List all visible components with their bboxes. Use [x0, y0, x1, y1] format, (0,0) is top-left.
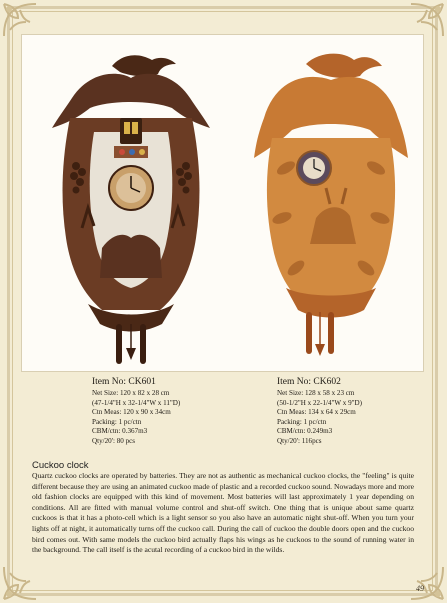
ornament-corner-icon — [0, 563, 40, 603]
item-number: Item No: CK601 — [92, 377, 156, 387]
spec-line: (50-1/2"H x 22-1/4"W x 9"D) — [277, 398, 363, 407]
section-heading: Cuckoo clock — [32, 460, 89, 471]
cuckoo-clock-ck602-image — [246, 48, 416, 368]
spec-line: (47-1/4"H x 32-1/4"W x 11"D) — [92, 398, 181, 407]
item-number: Item No: CK602 — [277, 377, 341, 387]
ornament-corner-icon — [407, 563, 447, 603]
cuckoo-clock-ck601-image — [42, 48, 220, 368]
spec-line: Packing: 1 pc/ctn — [277, 417, 327, 426]
spec-line: Net Size: 120 x 82 x 28 cm — [92, 389, 170, 397]
product-specs-ck602 — [277, 377, 362, 446]
spec-line: Qty/20': 80 pcs — [92, 436, 136, 445]
spec-line: CBM/ctn: 0.249m3 — [277, 427, 333, 435]
spec-line: CBM/ctn: 0.367m3 — [92, 427, 148, 435]
spec-line: Net Size: 128 x 58 x 23 cm — [277, 389, 355, 397]
spec-line: Ctn Meas: 134 x 64 x 29cm — [277, 408, 356, 416]
spec-line: Packing: 1 pc/ctn — [92, 417, 142, 426]
body-paragraph: Quartz cuckoo clocks are operated by batteries. They are not as authentic as mechanical cuckoo clocks, the "feeling" is quite different because they are using an animated cuckoo made of plastic and a recorded cuckoo sound. Nowadays more and more old fashion clocks are equipped with this kind of movement. Most batteries will last approximately 1 year depending on conditions. All are fitted with manual volume control and shut-off switch. One thing that is unique about same quartz cuckoos is that it has a photo-cell which is a light sensor so you also have an automatic night shut-off. When you turn your lights off at night, it automatically turns off the cuckoo call. During the call of cuckoo the double doors open and the cuckoo bird comes out. With same models the cuckoo bird actually flaps his wings as he cuckoos to the sound of running water in the background. The call itself is the acutal recording of a cuckoo bird in the wilds. — [32, 471, 414, 555]
spec-line: Qty/20': 116pcs — [277, 436, 322, 445]
spec-line: Ctn Meas: 120 x 90 x 34cm — [92, 408, 171, 416]
page-number: 49 — [416, 584, 424, 593]
body-text — [32, 471, 414, 556]
product-specs-ck601 — [92, 377, 180, 446]
